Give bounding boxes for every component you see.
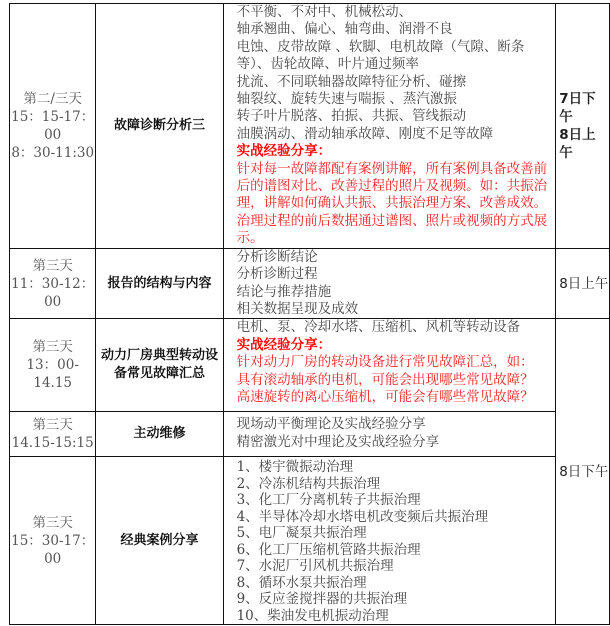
content-line: 精密激光对中理论及实战经验分享 [236,433,440,450]
content-cell [223,248,556,319]
date-label: 8日上午 [559,126,596,161]
share-title: 实战经验分享： [236,143,332,160]
list-item: 10、柴油发电机振动治理 [236,607,389,624]
content-line: 轴裂纹、旋转失速与喘振 、蒸汽激振 [236,91,457,108]
content-line: 不平衡、不对中、机械松动、 [236,4,413,20]
table-row [10,4,610,249]
topic-cell: 经典案例分享 [96,457,223,625]
content-line: 现场动平衡理论及实战经验分享 [236,416,426,433]
content-line: 扰流、不同联轴器故障特征分析、碰擦 [236,73,467,90]
time-cell [10,457,96,625]
training-schedule-table [9,3,610,625]
content-line: 电机、泵、冷却水塔、压缩机、风机等转动设备 [236,319,521,336]
content-line: 分析诊断结论 [236,248,318,265]
content-cell [223,457,556,625]
time-label: 14.15-15:15 [11,435,94,452]
day-label: 第三天 [32,417,73,434]
time-cell [10,4,96,249]
topic-cell: 故障诊断分析三 [96,4,223,249]
share-line: 具有滚动轴承的电机，可能会出现哪些常见故障？ [236,371,534,388]
time-label: 11：30-12：00 [11,275,95,310]
table-row [10,319,610,412]
share-title: 实战经验分享： [236,336,332,353]
content-cell [223,4,556,249]
content-cell [223,412,556,457]
time-label: 15：15-17：00 [11,108,95,143]
content-line: 油膜涡动、滑动轴承故障、刚度不足等故障 [236,125,494,142]
date-label: 8日下午 [559,463,609,480]
topic-cell: 动力厂房典型转动设备常见故障汇总 [96,319,223,412]
list-item: 8、循环水泵共振治理 [236,574,367,591]
content-line: 轴承翘曲、偏心、轴弯曲、润滑不良 [236,21,453,38]
time-cell [10,248,96,319]
content-cell [223,319,556,412]
date-label: 8日上午 [559,275,609,292]
list-item: 7、水泥厂引风机共振治理 [236,558,394,575]
table-row [10,248,610,319]
list-item: 5、电厂凝泵共振治理 [236,525,367,542]
date-label: 7日下午 [559,90,596,125]
day-label: 第二/三天 [23,90,82,107]
list-item: 6、化工厂压缩机管路共振治理 [236,541,421,558]
topic-cell: 报告的结构与内容 [96,248,223,319]
content-line: 相关数据呈现及成效 [236,300,359,317]
list-item: 4、半导体冷却水塔电机改变频后共振治理 [236,508,489,525]
time-label: 13：00-14.15 [26,357,79,392]
time-cell [10,319,96,412]
list-item: 1、楼宇微振动治理 [236,459,354,476]
content-line: 电蚀、皮带故障 、软脚、电机故障（气隙、断条等）、齿轮故障、叶片通过频率 [236,38,525,73]
table-row [10,412,610,457]
date-cell [556,319,610,625]
content-line: 转子叶片脱落、拍振、共振、管线振动 [236,108,467,125]
time-cell [10,412,96,457]
share-line: 针对动力厂房的转动设备进行常见故障汇总，如： [236,354,534,371]
topic-cell: 主动维修 [96,412,223,457]
day-label: 第三天 [32,257,73,274]
share-line: 高速旋转的离心压缩机，可能会有哪些常见故障？ [236,388,534,405]
day-label: 第三天 [32,339,73,356]
content-line: 结论与推荐措施 [236,283,332,300]
share-text: 针对每一故障都配有案例讲解，所有案例具备改善前后的谱图对比、改善过程的照片及视频。如：共振治理，讲解如何确认共振、共振治理方案、改善成效。治理过程的前后数据通过谱图、照片或视频的方式展示。 [236,160,548,247]
day-label: 第三天 [32,514,73,531]
time-label: 15：30-17：00 [11,532,95,567]
list-item: 2、冷冻机结构共振治理 [236,475,381,492]
time-label: 8：30-11:30 [11,144,95,161]
list-item: 9、反应釜搅拌器的共振治理 [236,591,408,608]
list-item: 3、化工厂分离机转子共振治理 [236,492,421,509]
content-line: 分析诊断过程 [236,266,318,283]
date-cell [556,248,610,319]
table-row [10,457,610,625]
date-cell [556,4,610,249]
